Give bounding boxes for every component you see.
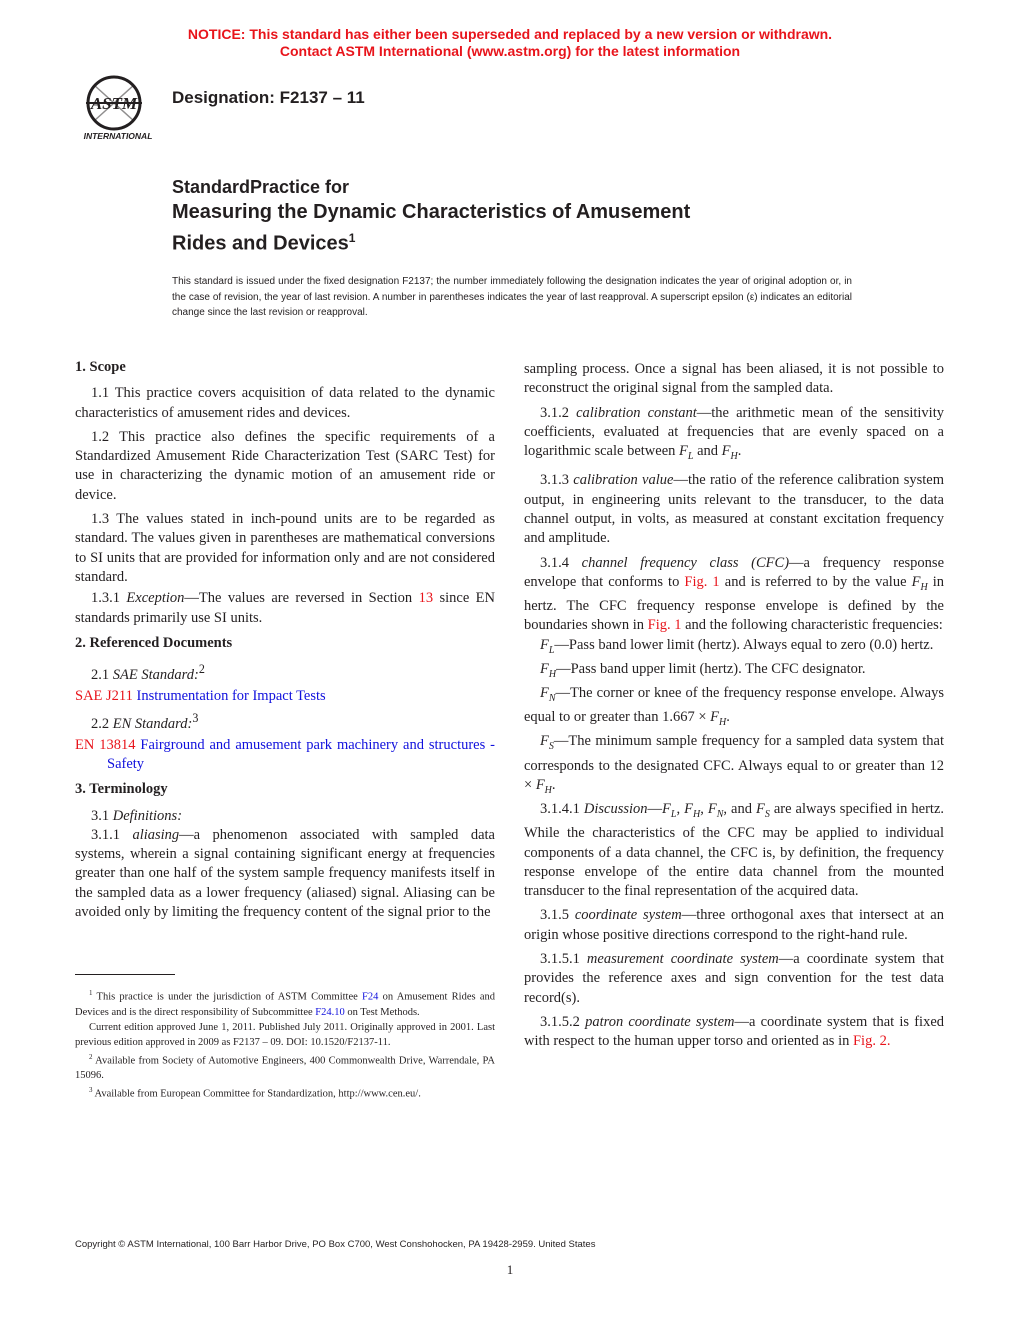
def-fl-f: F (540, 636, 549, 653)
disc-dash: — (647, 801, 663, 818)
para-3-1-5-1-term: measurement coordinate system (586, 951, 779, 968)
section-13-link[interactable]: 13 (418, 590, 434, 607)
def-fn-period: . (726, 709, 730, 726)
para-1-1: 1.1 This practice covers acquisition of data related to the dynamic characteristics of amusement rides and devices. (75, 385, 495, 421)
disc-fs-sub: S (764, 808, 770, 820)
para-3-1-term: Definitions: (112, 807, 183, 824)
para-3-1-2-and: and (693, 443, 722, 460)
disc-fs (755, 801, 770, 820)
footnote-1-edition: Current edition approved June 1, 2011. Published July 2011. Originally approved in 2001. Last previous edition approved in 2009 as F2137 – 09. DOI: 10.1520/F2137-11. (75, 1021, 495, 1048)
para-2-2 (75, 709, 495, 734)
def-fn-fh-sub: H (719, 717, 727, 729)
def-fn-fh-f: F (710, 709, 720, 726)
para-3-1-3-term: calibration value (573, 472, 674, 489)
def-fs-fh-f: F (535, 776, 545, 793)
fig-1-link-2[interactable]: Fig. 1 (647, 617, 682, 634)
para-2-1 (75, 660, 495, 685)
footnote-1-b: on Amusement Rides and Devices and is the direct responsibility of Subcommittee (75, 991, 495, 1018)
para-1-3-1 (75, 589, 495, 628)
def-fn-fh (710, 709, 727, 729)
ref-sae-j211[interactable] (75, 687, 495, 706)
para-3-1-4-1-num: 3.1.4.1 (540, 801, 584, 818)
disc-fh-sub: H (692, 808, 701, 820)
copyright: Copyright © ASTM International, 100 Barr Harbor Drive, PO Box C700, West Conshohocken, PA 19428-2959. United States (75, 1239, 596, 1250)
footnote-2-mark: 2 (89, 1052, 93, 1061)
disc-fn-f: F (707, 801, 717, 818)
title-main-line-2-text: Rides and Devices (172, 232, 349, 255)
section-1-heading: 1. Scope (75, 359, 126, 375)
disc-fl (662, 801, 677, 820)
def-fn-text: —The corner or knee of the frequency response envelope. Always equal to or greater than 1.667 × (524, 685, 944, 726)
title-footnote-mark: 1 (348, 231, 356, 245)
para-3-1-4-1-text: are always specified in hertz. While the characteristics of the CFC may be applied to individual components of a data channel, the CFC is, by definition, the frequency response envelope of the entire data channel from the mounted transducer to the final representation of the acquired data. (524, 801, 945, 900)
para-2-1-term: SAE Standard: (112, 666, 199, 683)
def-fs (524, 732, 944, 800)
ref-en-13814-title[interactable]: Fairground and amusement park machinery and structures - Safety (107, 736, 495, 772)
subcommittee-f24-10-link[interactable]: F24.10 (315, 1006, 345, 1018)
para-3-1-4-term: channel frequency class (CFC) (581, 554, 790, 571)
aliasing-continued: sampling process. Once a signal has been aliased, it is not possible to reconstruct the original signal from the sampled data. (524, 361, 944, 397)
para-3-1-5-1 (524, 950, 944, 1008)
disc-fs-f: F (755, 801, 765, 818)
para-3-1-2-term: calibration constant (576, 404, 697, 421)
title-main-line-1: Measuring the Dynamic Characteristics of Amusement (172, 201, 691, 223)
para-1-3-1-num: 1.3.1 (91, 590, 127, 607)
def-fl (524, 636, 944, 660)
notice-line-1: NOTICE: This standard has either been superseded and replaced by a new version or withdrawn. (187, 26, 833, 42)
para-3-1-4 (524, 554, 944, 636)
para-3-1-num: 3.1 (91, 807, 113, 824)
footnote-1-a: This practice is under the jurisdiction of ASTM Committee (92, 991, 362, 1003)
page-number: 1 (506, 1262, 514, 1277)
supersede-notice (0, 26, 1020, 60)
def-fs-fh (535, 776, 552, 796)
footnote-1-mark: 1 (89, 989, 93, 997)
section-3-heading: 3. Terminology (75, 781, 168, 798)
def-fh-f: F (540, 660, 549, 677)
def-fh-sym (540, 660, 557, 680)
issue-note: This standard is issued under the fixed designation F2137; the number immediately following the designation indicates the year of original adoption or, in the case of revision, the year of last revision. A number in parentheses indicates the year of last reapproval. A superscript epsilon (ε) indicates an editorial change since the last revision or reapproval. (172, 276, 852, 318)
para-3-1-5-term: coordinate system (574, 907, 682, 924)
para-2-1-mark: 2 (198, 662, 205, 677)
para-1-3-1-term: Exception (126, 590, 185, 607)
para-3-1-4-1-term: Discussion (583, 801, 648, 818)
sym-fh-f: F (721, 443, 731, 460)
def-fn-f: F (540, 685, 549, 702)
sym-fh (721, 443, 738, 463)
right-column (524, 360, 944, 1057)
footnotes (75, 986, 495, 1102)
designation: Designation: F2137 – 11 (172, 88, 365, 107)
def-fl-text: —Pass band lower limit (hertz). Always equal to zero (0.0) hertz. (554, 636, 934, 653)
disc-fh-f: F (684, 801, 693, 818)
ref-sae-j211-title[interactable]: Instrumentation for Impact Tests (132, 688, 326, 705)
def-fn-sub: N (548, 692, 556, 704)
def-fl-sym (540, 636, 555, 656)
committee-f24-link[interactable]: F24 (362, 991, 379, 1003)
para-3-1-5-text: —three orthogonal axes that intersect at an origin whose positive directions correspond to the right-hand rule. (524, 907, 944, 943)
para-3-1-2 (524, 404, 944, 467)
footnote-3 (75, 1083, 495, 1102)
para-1-2: 1.2 This practice also defines the specific requirements of a Standardized Amusement Ride Characterization Test (SARC Test) for use in characterizing the dynamic motion of an amusement ride or device. (75, 428, 495, 503)
sym-fl-sub: L (687, 451, 694, 463)
notice-line-2: Contact ASTM International (www.astm.org) for the latest information (279, 43, 741, 59)
def-fs-text: —The minimum sample frequency for a sampled data system that corresponds to the designated CFC. Always equal to or greater than 12 × (524, 733, 944, 793)
para-3-1-5-2-num: 3.1.5.2 (540, 1013, 586, 1030)
title-block (172, 175, 872, 257)
para-3-1-4-b: and is referred to by the value (719, 573, 912, 590)
fig-2-link[interactable]: Fig. 2. (852, 1033, 891, 1050)
def-fs-sym (540, 733, 554, 753)
ref-en-13814[interactable] (75, 736, 495, 775)
para-3-1-2-period: . (737, 443, 742, 460)
def-fn-sym (540, 685, 556, 704)
logo-text: ASTM (90, 94, 138, 113)
disc-comma-1: , (676, 801, 685, 818)
disc-fn-sub: N (716, 808, 724, 820)
logo-subtext: INTERNATIONAL (83, 131, 153, 141)
para-2-2-term: EN Standard: (112, 715, 193, 732)
def-fh (524, 660, 944, 684)
def-fs-period: . (551, 776, 556, 793)
disc-fl-sub: L (670, 808, 677, 820)
footnote-3-mark: 3 (89, 1086, 93, 1094)
para-3-1-4-1 (524, 800, 944, 901)
para-3-1-5-1-num: 3.1.5.1 (540, 951, 587, 968)
ref-sae-j211-code[interactable]: SAE J211 (75, 688, 133, 705)
title-main-line-2 (172, 225, 872, 257)
disc-fl-f: F (662, 801, 671, 818)
footnote-2 (75, 1050, 495, 1084)
para-2-2-mark: 3 (192, 710, 199, 725)
para-1-3-1-tail: since EN standards primarily use SI units. (75, 590, 496, 626)
footnote-rule (75, 974, 175, 975)
para-3-1 (75, 807, 495, 826)
para-3-1-3 (524, 471, 944, 548)
section-2-heading: 2. Referenced Documents (75, 634, 233, 651)
def-fl-sub: L (548, 644, 555, 656)
astm-logo (76, 73, 160, 143)
para-2-1-num: 2.1 (91, 666, 113, 683)
def-fs-sub: S (548, 741, 554, 753)
para-3-1-5-2-text: —a coordinate system that is fixed with respect to the human upper torso and oriented as in (524, 1013, 945, 1050)
para-3-1-1 (75, 826, 495, 922)
para-3-1-4-d: and the following characteristic frequencies: (681, 617, 943, 634)
sym-fl-f: F (679, 443, 688, 460)
para-3-1-4-c: in hertz. The CFC frequency response envelope is defined by the boundaries shown in (524, 573, 945, 634)
footnote-1-c: on Test Methods. (344, 1006, 420, 1018)
para-3-1-5-2-term: patron coordinate system (585, 1013, 735, 1030)
def-fh-text: —Pass band upper limit (hertz). The CFC designator. (556, 660, 866, 677)
sym-fh-2 (911, 573, 928, 593)
ref-en-13814-code[interactable]: EN 13814 (75, 736, 136, 753)
para-3-1-1-text: —a phenomenon associated with sampled data systems, wherein a signal containing significant energy at frequencies greater than one half of the system sample frequency manifests itself in the sampled data as a lower frequency (aliased) signal. Aliasing can be avoided only by limiting the frequency content of the signal prior to the (75, 826, 495, 921)
sym-fl (679, 443, 694, 463)
left-column (75, 358, 495, 927)
para-1-3: 1.3 The values stated in inch-pound units are to be regarded as standard. The values given in parentheses are mathematical conversions to SI units that are provided for information only and are not considered standard. (75, 511, 495, 585)
footnote-1 (75, 986, 495, 1020)
para-3-1-2-num: 3.1.2 (540, 404, 577, 421)
sym-fh-2-f: F (911, 573, 921, 590)
def-fn (524, 684, 944, 732)
def-fh-sub: H (548, 668, 557, 680)
para-3-1-3-text: —the ratio of the reference calibration system output, in engineering units relevant to the transducer, to the data channel output, in volts, as measured at constant excitation frequency and amplitude. (524, 472, 944, 547)
disc-and: , and (723, 801, 756, 818)
para-3-1-4-a: —a frequency response envelope that conforms to (524, 554, 945, 590)
fig-1-link[interactable]: Fig. 1 (684, 573, 720, 590)
sym-fh-2-sub: H (920, 581, 928, 593)
sym-fh-sub: H (730, 451, 738, 463)
para-3-1-5 (524, 906, 944, 945)
para-3-1-1-num: 3.1.1 (91, 826, 133, 843)
para-3-1-5-2 (524, 1013, 944, 1052)
para-1-3-1-text: —The values are reversed in Section (184, 590, 419, 607)
para-3-1-4-num: 3.1.4 (540, 554, 582, 571)
footnote-2-text: Available from Society of Automotive Engineers, 400 Commonwealth Drive, Warrendale, PA 15096. (75, 1055, 495, 1081)
para-3-1-5-num: 3.1.5 (540, 907, 575, 924)
para-3-1-3-num: 3.1.3 (540, 472, 574, 489)
para-3-1-2-text: —the arithmetic mean of the sensitivity coefficients, evaluated at frequencies that are evenly spaced on a logarithmic scale between (524, 404, 944, 460)
para-2-2-num: 2.2 (91, 715, 113, 732)
para-3-1-1-term: aliasing (132, 826, 180, 843)
footnote-3-text: Available from European Committee for Standardization, http://www.cen.eu/. (92, 1088, 421, 1100)
disc-fn (707, 801, 724, 820)
def-fs-f: F (540, 733, 549, 750)
title-type: StandardPractice for (172, 177, 350, 197)
def-fs-fh-sub: H (544, 784, 552, 796)
disc-fh (684, 801, 701, 820)
para-3-1-5-1-text: —a coordinate system that provides the reference axes and sign convention for the test data record(s). (524, 951, 945, 1006)
disc-comma-2: , (700, 801, 708, 818)
